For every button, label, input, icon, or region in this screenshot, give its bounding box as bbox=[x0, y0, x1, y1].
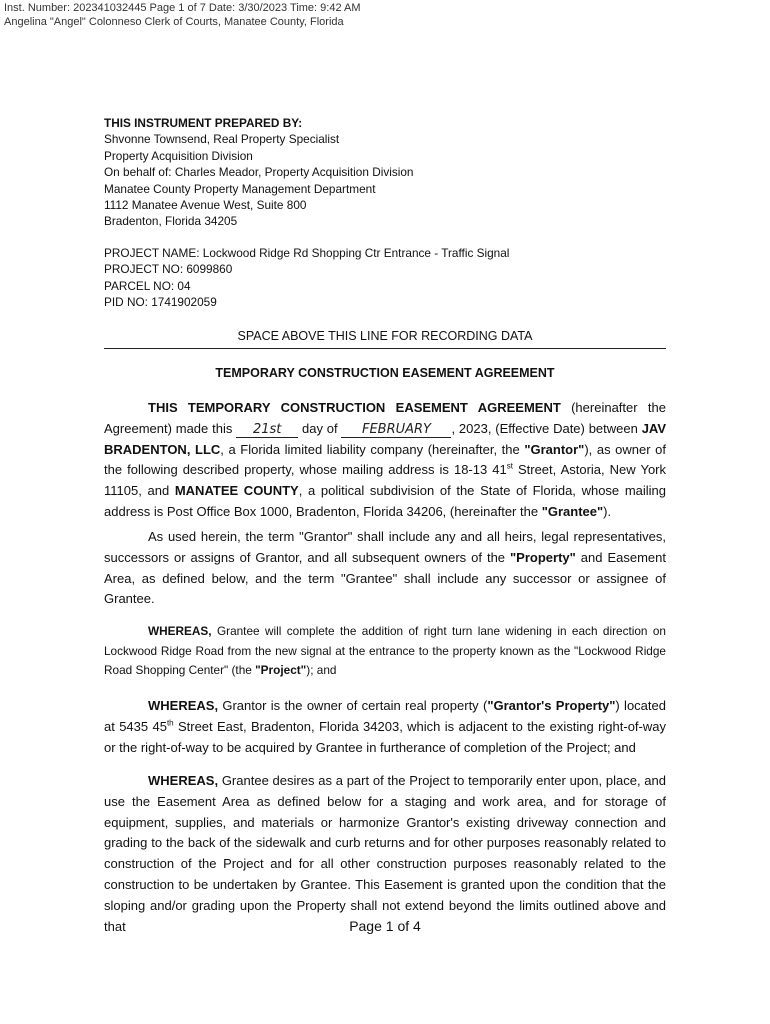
project-term: "Project" bbox=[255, 663, 307, 678]
grantor-term: "Grantor" bbox=[524, 441, 585, 457]
stamp-line-1: Inst. Number: 202341032445 Page 1 of 7 Date: 3/30/2023 Time: 9:42 AM bbox=[4, 2, 361, 14]
preparer-heading: THIS INSTRUMENT PREPARED BY: bbox=[104, 116, 303, 130]
text: , a Florida limited liability company (hereinafter, the bbox=[220, 441, 525, 457]
preparer-line: Property Acquisition Division bbox=[104, 148, 253, 163]
text: As used herein, the term "Grantor" shall include any and all heirs, legal representatives, successors or assigns of Grantor, and all subsequent owners of the bbox=[104, 529, 666, 565]
paragraph-definitions bbox=[104, 527, 666, 610]
text: Grantee will complete the addition of right turn lane widening in each direction on Lockwood Ridge Road from the new signal at the entrance to the property known as the "Lockwood Ridge Road Shopping Center" (the bbox=[104, 624, 666, 678]
text: Grantee desires as a part of the Project to temporarily enter upon, place, and use the Easement Area as defined below for a staging and work area, and for storage of equipment, supplies, and materials or harmonize Grantor's existing driveway connection and grading to the back of the sidewalk and curb returns and for other purposes reasonably related to construction of the Project and for all other construction purposes reasonably related to the construction to be undertaken by Grantee. This Easement is granted upon the condition that the sloping and/or grading upon the Property shall not extend beyond the limits outlined above and that bbox=[104, 773, 666, 934]
paragraph-parties bbox=[104, 398, 666, 523]
text: Street East, Bradenton, Florida 34203, which is adjacent to the existing right-of-way or the right-of-way to be acquired by Grantee in furtherance of completion of the Project; and bbox=[104, 718, 666, 755]
whereas-label: WHEREAS, bbox=[148, 624, 212, 638]
grantee-name: MANATEE COUNTY bbox=[174, 483, 299, 499]
text: Street, Astoria, New York 11105, and bbox=[104, 462, 666, 499]
preparer-line: On behalf of: Charles Meador, Property Acquisition Division bbox=[104, 165, 414, 180]
project-block bbox=[104, 245, 509, 311]
recording-stamp bbox=[4, 1, 361, 29]
text: ); and bbox=[306, 663, 337, 678]
grantor-name: JAV BRADENTON, LLC bbox=[104, 420, 667, 457]
text: ) located at 5435 45 bbox=[104, 698, 666, 734]
text: ), as owner of the following described property, whose mailing address is 18-13 41 bbox=[104, 441, 667, 478]
preparer-block bbox=[104, 115, 414, 230]
text: day of bbox=[298, 420, 342, 436]
ordinal-suffix: th bbox=[166, 718, 174, 728]
project-name: PROJECT NAME: Lockwood Ridge Rd Shopping Ctr Entrance - Traffic Signal bbox=[104, 246, 510, 260]
whereas-label: WHEREAS, bbox=[148, 698, 219, 713]
preparer-line: Shvonne Townsend, Real Property Specialist bbox=[104, 132, 340, 147]
lead-heading: THIS TEMPORARY CONSTRUCTION EASEMENT AGREEMENT bbox=[148, 400, 561, 415]
ordinal-suffix: st bbox=[506, 462, 513, 472]
recording-space-label: SPACE ABOVE THIS LINE FOR RECORDING DATA bbox=[237, 329, 533, 343]
paragraph-whereas-owner bbox=[104, 696, 666, 758]
handwritten-month: FEBRUARY bbox=[341, 423, 451, 438]
pid-number: PID NO: 1741902059 bbox=[104, 295, 217, 310]
page-number: Page 1 of 4 bbox=[349, 918, 421, 934]
paragraph-whereas-easement bbox=[104, 771, 666, 937]
text: Grantor is the owner of certain real property ( bbox=[218, 698, 488, 713]
preparer-line: Bradenton, Florida 34205 bbox=[104, 214, 238, 229]
handwritten-day: 21st bbox=[236, 423, 298, 438]
whereas-label: WHEREAS, bbox=[148, 773, 219, 788]
project-number: PROJECT NO: 6099860 bbox=[104, 262, 233, 277]
parcel-number: PARCEL NO: 04 bbox=[104, 278, 191, 293]
text: (hereinafter the Agreement) made this bbox=[104, 400, 666, 436]
recording-divider bbox=[104, 348, 666, 349]
stamp-line-2: Angelina "Angel" Colonneso Clerk of Courts, Manatee County, Florida bbox=[4, 16, 344, 28]
grantee-term: "Grantee" bbox=[541, 503, 604, 519]
document-title: TEMPORARY CONSTRUCTION EASEMENT AGREEMENT bbox=[215, 366, 555, 380]
preparer-line: 1112 Manatee Avenue West, Suite 800 bbox=[104, 198, 307, 213]
text: ). bbox=[603, 503, 612, 519]
text: and Easement Area, as defined below, and the term "Grantee" shall include any successor or assignee of Grantee. bbox=[104, 549, 666, 607]
text: , 2023, (Effective Date) between bbox=[451, 420, 642, 436]
preparer-line: Manatee County Property Management Department bbox=[104, 181, 376, 196]
grantors-property-term: "Grantor's Property" bbox=[487, 698, 616, 713]
property-term: "Property" bbox=[510, 549, 576, 565]
text: , a political subdivision of the State of Florida, whose mailing address is Post Office Box 1000, Bradenton, Florida 34206, (hereinafter the bbox=[104, 483, 666, 519]
paragraph-whereas-project bbox=[104, 622, 666, 681]
